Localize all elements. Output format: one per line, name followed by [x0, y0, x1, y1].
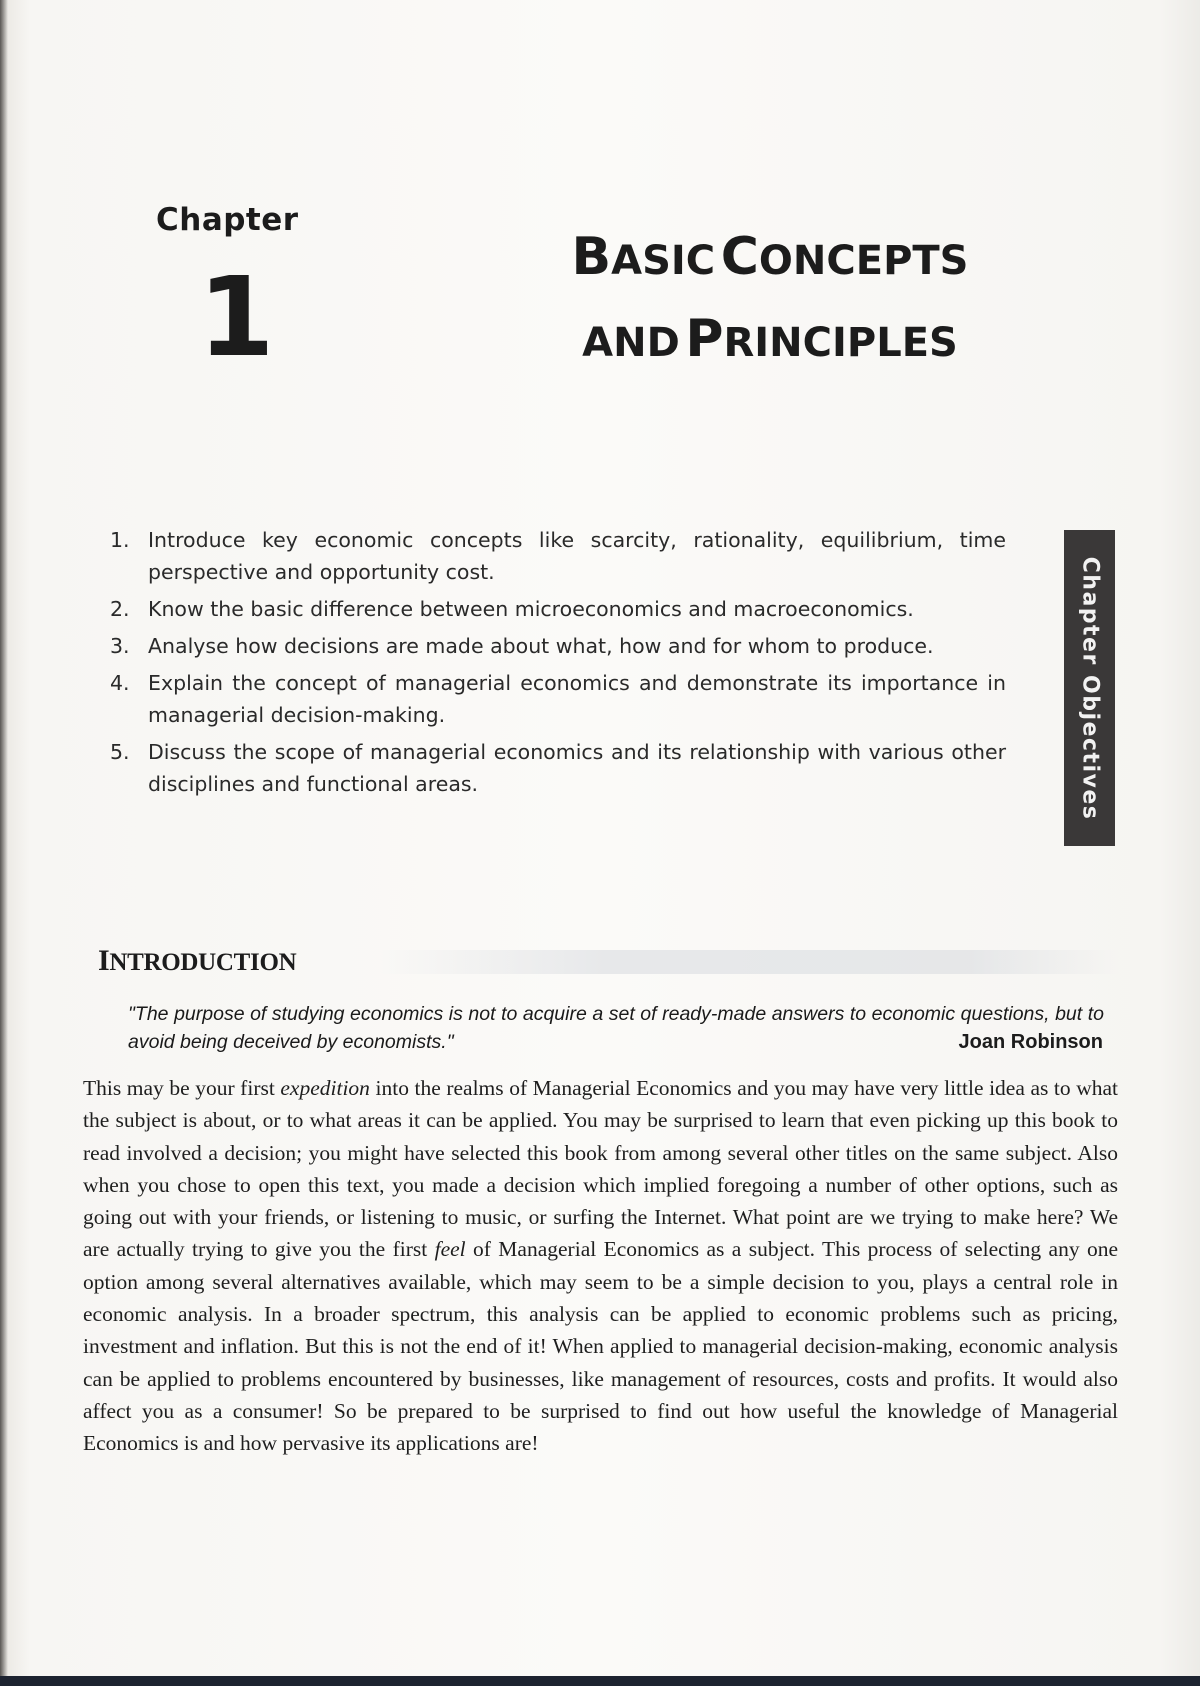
faded-bleedthrough: [380, 950, 1120, 974]
objective-item: 3. Analyse how decisions are made about what, how and for whom to produce.: [110, 634, 934, 658]
objective-item: 2. Know the basic difference between microeconomics and macroeconomics.: [110, 597, 914, 621]
page-bottom-edge: [0, 1676, 1200, 1686]
epigraph-quote: "The purpose of studying economics is not to acquire a set of ready-made answers to economic questions, but to avoid being deceived by economists.": [128, 1003, 1104, 1053]
epigraph-author: Joan Robinson: [958, 1031, 1103, 1053]
chapter-title-line-1: BASIC CONCEPTS: [571, 227, 969, 287]
chapter-title: [520, 222, 1020, 386]
objective-item: 1. Introduce key economic concepts like scarcity, rationality, equilibrium, time perspective and opportunity cost.: [110, 528, 1006, 584]
spine-shadow: [0, 0, 8, 1686]
chapter-objectives-list: [110, 524, 1006, 805]
chapter-label: Chapter: [156, 202, 299, 238]
introduction-heading: INTRODUCTION: [98, 944, 297, 977]
emphasis: expedition: [280, 1076, 370, 1100]
chapter-objectives-tab: [1064, 530, 1115, 846]
chapter-objectives-tab-label: Chapter Objectives: [1077, 556, 1102, 820]
emphasis: feel: [434, 1237, 466, 1262]
objective-item: 4. Explain the concept of managerial economics and demonstrate its importance in managerial decision-making.: [110, 671, 1006, 727]
objective-item: 5. Discuss the scope of managerial economics and its relationship with various other disciplines and functional areas.: [110, 740, 1006, 796]
chapter-number: 1: [198, 253, 275, 381]
introduction-body: This may be your first expedition into the realms of Managerial Economics and you may have very little idea as to what the subject is about, or to what areas it can be applied. You may be surprised to learn that even picking up this book to read involved a decision; you might have selected this book from among several other titles on the same subject. Also when you chose to open this text, you made a decision which implied foregoing a number of other options, such as going out with your friends, or listening to music, or surfing the Internet. What point are we trying to make here? We are actually trying to give you the first feel of Managerial Economics as a subject. This process of selecting any one option among several alternatives available, which may seem to be a simple decision to you, plays a central role in economic analysis. In a broader spectrum, this analysis can be applied to economic problems such as pricing, investment and inflation. But this is not the end of it! When applied to managerial decision-making, economic analysis can be applied to problems encountered by businesses, like management of resources, costs and profits. It would also affect you as a consumer! So be prepared to be surprised to find out how useful the knowledge of Managerial Economics is and how pervasive its applications are!: [83, 1076, 1118, 1456]
chapter-title-line-2: AND PRINCIPLES: [582, 309, 958, 369]
